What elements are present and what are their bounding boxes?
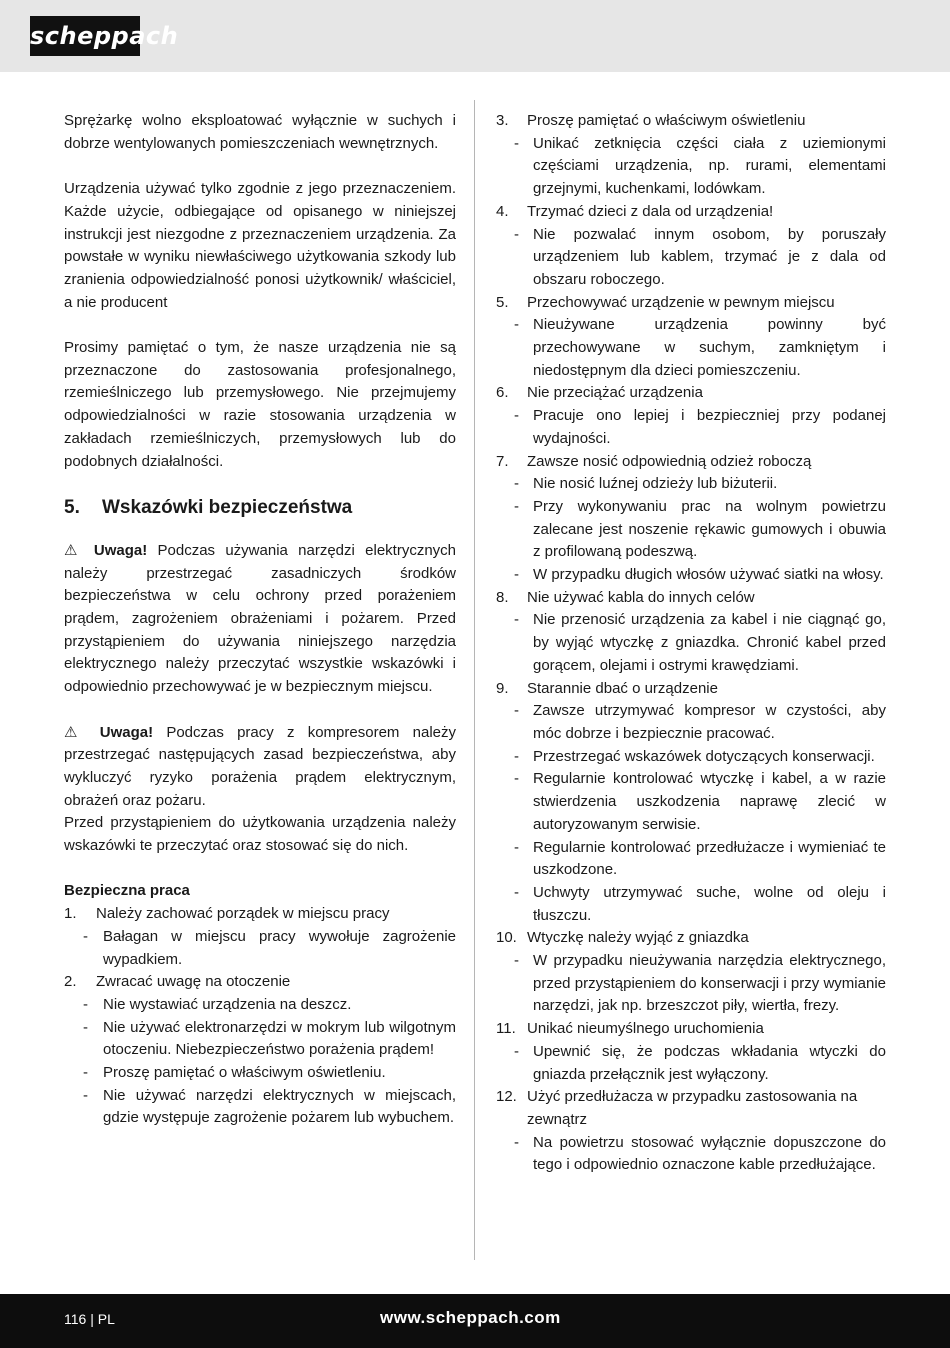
sub-item-text: W przypadku nieużywania narzędzia elektrycznego, przed przystąpieniem do konserwacji i przy wymianie narzędzi, jak np. brzeszczot piły, wiertła, frezy. bbox=[533, 952, 886, 1015]
dash-bullet: - bbox=[514, 770, 519, 788]
dash-bullet: - bbox=[514, 566, 519, 584]
sub-item bbox=[496, 746, 886, 769]
sub-item-text: Nieużywane urządzenia powinny być przechowywane w suchym, zamkniętym i niedostępnym dla dzieci pomieszczeniu. bbox=[533, 316, 886, 379]
sub-item bbox=[64, 994, 456, 1017]
warning-text-2: Podczas pracy z kompresorem należy przestrzegać następujących zasad bezpieczeństwa, aby wykluczyć ryzyko porażenia prądem elektrycznym, obrażeń oraz pożaru. bbox=[64, 723, 456, 809]
item-title: Starannie dbać o urządzenie bbox=[527, 679, 718, 697]
item-title: Nie używać kabla do innych celów bbox=[527, 588, 755, 606]
dash-bullet: - bbox=[83, 1086, 88, 1104]
sub-item bbox=[64, 926, 456, 971]
sub-item bbox=[64, 1085, 456, 1130]
item-number: 6. bbox=[496, 384, 509, 402]
dash-bullet: - bbox=[514, 497, 519, 515]
footer-bar bbox=[0, 1294, 950, 1348]
warning-icon: ⚠ bbox=[64, 541, 84, 559]
dash-bullet: - bbox=[514, 407, 519, 425]
list-item bbox=[496, 292, 886, 315]
dash-bullet: - bbox=[514, 747, 519, 765]
sub-item-text: Przestrzegać wskazówek dotyczących konserwacji. bbox=[533, 747, 875, 765]
warning-text-1: Podczas używania narzędzi elektrycznych należy przestrzegać zasadniczych środków bezpieczeństwa w celu ochrony przed porażeniem prądem, zagrożeniem obrażeniami i pożarem. Przed przystąpieniem do używania niniejszego narzędzia elektrycznego należy przeczytać wszystkie wskazówki i odpowiednio przechowywać je w bezpiecznym miejscu. bbox=[64, 541, 457, 696]
item-number: 10. bbox=[496, 929, 517, 947]
list-item bbox=[496, 587, 886, 610]
section-number: 5. bbox=[64, 496, 80, 518]
warning-paragraph-2 bbox=[64, 722, 456, 813]
section-heading bbox=[64, 496, 456, 520]
item-number: 8. bbox=[496, 588, 509, 606]
sub-item bbox=[496, 950, 886, 1018]
item-title: Przechowywać urządzenie w pewnym miejscu bbox=[527, 293, 835, 311]
dash-bullet: - bbox=[514, 225, 519, 243]
sub-item-text: Proszę pamiętać o właściwym oświetleniu. bbox=[103, 1064, 386, 1082]
warning-paragraph-1 bbox=[64, 540, 456, 699]
sub-item bbox=[64, 1017, 456, 1062]
left-safety-list bbox=[64, 903, 456, 1130]
sub-item-text: Zawsze utrzymywać kompresor w czystości, aby móc dobrze i bezpiecznie pracować. bbox=[533, 702, 886, 742]
sub-item bbox=[496, 564, 886, 587]
list-item bbox=[496, 1018, 886, 1041]
item-number: 7. bbox=[496, 452, 509, 470]
item-number: 11. bbox=[496, 1020, 516, 1038]
page-number: 116 | PL bbox=[64, 1311, 115, 1327]
sub-item bbox=[496, 1041, 886, 1086]
sub-item-text: Uchwyty utrzymywać suche, wolne od oleju i tłuszczu. bbox=[533, 883, 886, 924]
dash-bullet: - bbox=[514, 702, 519, 720]
item-number: 3. bbox=[496, 112, 509, 129]
list-item bbox=[496, 678, 886, 701]
sub-item bbox=[496, 133, 886, 201]
sub-item bbox=[496, 224, 886, 292]
sub-item-text: Unikać zetknięcia części ciała z uziemionymi częściami urządzenia, np. rurami, elementami grzejnymi, kuchenkami, lodówkam. bbox=[533, 134, 886, 198]
item-number: 12. bbox=[496, 1088, 517, 1106]
sub-item-text: Nie używać elektronarzędzi w mokrym lub wilgotnym otoczeniu. Niebezpieczeństwo porażenia prądem! bbox=[103, 1018, 456, 1059]
paragraph-usage-environment: Sprężarkę wolno eksploatować wyłącznie w suchych i dobrze wentylowanych pomieszczeniach wewnętrznych. bbox=[64, 112, 456, 152]
dash-bullet: - bbox=[83, 1018, 88, 1036]
list-item bbox=[496, 201, 886, 224]
warning-label: Uwaga! bbox=[93, 541, 148, 559]
dash-bullet: - bbox=[514, 952, 519, 970]
dash-bullet: - bbox=[514, 883, 519, 901]
sub-item-text: Regularnie kontrolować wtyczkę i kabel, a w razie stwierdzenia uszkodzenia naprawę zlecić w autoryzowanym serwisie. bbox=[533, 770, 886, 833]
paragraph-intended-use: Urządzenia używać tylko zgodnie z jego przeznaczeniem. Każde użycie, odbiegające od opisanego w niniejszej instrukcji jest niezgodne z przeznaczeniem urządzenia. Za powstałe w wyniku niewłaściwego użytkowania szkody lub zranienia odpowiedzialność ponosi użytkownik/ właściciel, a nie producent bbox=[64, 180, 456, 311]
warning-icon: ⚠ bbox=[64, 723, 87, 741]
right-column bbox=[496, 110, 886, 1177]
item-title: Proszę pamiętać o właściwym oświetleniu bbox=[527, 112, 806, 129]
sub-item-text: Nie przenosić urządzenia za kabel i nie ciągnąć go, by wyjąć wtyczkę z gniazdka. Chronić kabel przed gorącem, olejami i ostrymi krawędziami. bbox=[533, 611, 886, 674]
sub-item-text: Nie używać narzędzi elektrycznych w miejscach, gdzie występuje zagrożenie pożarem lub wybuchem. bbox=[103, 1086, 456, 1127]
item-number: 2. bbox=[64, 973, 77, 991]
column-divider bbox=[474, 100, 475, 1260]
sub-item bbox=[496, 405, 886, 450]
sub-item bbox=[496, 1132, 886, 1177]
list-item bbox=[64, 903, 456, 926]
list-item bbox=[64, 971, 456, 994]
item-title: Zawsze nosić odpowiednią odzież roboczą bbox=[527, 452, 812, 470]
paragraph-read-instructions: Przed przystąpieniem do użytkowania urządzenia należy wskazówki te przeczytać oraz stosować się do nich. bbox=[64, 814, 456, 855]
dash-bullet: - bbox=[83, 995, 88, 1013]
sub-item bbox=[496, 314, 886, 382]
sub-item-text: Upewnić się, że podczas wkładania wtyczki do gniazda przełącznik jest wyłączony. bbox=[533, 1042, 886, 1083]
list-item bbox=[496, 382, 886, 405]
sub-item-text: Nie pozwalać innym osobom, by poruszały urządzeniem lub kablem, trzymać je z dala od obszaru roboczego. bbox=[533, 225, 886, 288]
item-title: Użyć przedłużacza w przypadku zastosowania na zewnątrz bbox=[527, 1088, 858, 1128]
sub-item bbox=[496, 700, 886, 745]
sub-item bbox=[496, 768, 886, 836]
dash-bullet: - bbox=[514, 475, 519, 493]
item-number: 4. bbox=[496, 202, 509, 220]
paragraph-non-professional: Prosimy pamiętać o tym, że nasze urządzenia nie są przeznaczone do zastosowania profesjonalnego, rzemieślniczego lub przemysłowego. Nie przejmujemy odpowiedzialności w razie stosowania urządzenia w zakładach rzemieślniczych, przemysłowych lub do podobnych działalności. bbox=[64, 339, 456, 470]
sub-item-text: Regularnie kontrolować przedłużacze i wymieniać te uszkodzone. bbox=[533, 838, 886, 879]
item-title: Nie przeciążać urządzenia bbox=[527, 384, 703, 402]
list-item bbox=[496, 110, 886, 133]
left-column bbox=[64, 110, 456, 1130]
sub-item-text: Przy wykonywaniu prac na wolnym powietrzu zalecane jest noszenie rękawic gumowych i obuwia z profilowaną podeszwą. bbox=[533, 497, 886, 561]
item-title: Należy zachować porządek w miejscu pracy bbox=[96, 905, 390, 923]
dash-bullet: - bbox=[514, 1042, 519, 1060]
sub-item-text: Pracuje ono lepiej i bezpieczniej przy podanej wydajności. bbox=[533, 407, 886, 447]
dash-bullet: - bbox=[83, 927, 88, 945]
section-title: Wskazówki bezpieczeństwa bbox=[102, 496, 353, 518]
sub-item bbox=[64, 1062, 456, 1085]
item-number: 1. bbox=[64, 905, 77, 923]
right-safety-list bbox=[496, 110, 886, 1177]
sub-item bbox=[496, 473, 886, 496]
item-number: 9. bbox=[496, 679, 509, 697]
sub-item-text: W przypadku długich włosów używać siatki na włosy. bbox=[533, 566, 884, 584]
sub-item bbox=[496, 609, 886, 677]
sub-item bbox=[496, 496, 886, 564]
list-item bbox=[496, 927, 886, 950]
sub-item-text: Na powietrzu stosować wyłącznie dopuszczone do tego i odpowiednio oznaczone kable przedłużające. bbox=[533, 1133, 886, 1174]
sub-item-text: Bałagan w miejscu pracy wywołuje zagrożenie wypadkiem. bbox=[103, 927, 456, 968]
subheading-safe-work: Bezpieczna praca bbox=[64, 882, 190, 900]
item-title: Unikać nieumyślnego uruchomienia bbox=[527, 1020, 764, 1038]
list-item bbox=[496, 1086, 886, 1131]
brand-logo: scheppach bbox=[30, 16, 140, 56]
warning-label: Uwaga! bbox=[99, 723, 154, 741]
item-title: Zwracać uwagę na otoczenie bbox=[96, 973, 291, 991]
header-bar bbox=[0, 0, 950, 72]
list-item bbox=[496, 451, 886, 474]
sub-item-text: Nie wystawiać urządzenia na deszcz. bbox=[103, 995, 352, 1013]
sub-item bbox=[496, 882, 886, 927]
item-number: 5. bbox=[496, 293, 509, 311]
sub-item-text: Nie nosić luźnej odzieży lub biżuterii. bbox=[533, 475, 778, 493]
item-title: Wtyczkę należy wyjąć z gniazdka bbox=[527, 929, 749, 947]
dash-bullet: - bbox=[514, 838, 519, 856]
item-title: Trzymać dzieci z dala od urządzenia! bbox=[527, 202, 774, 220]
website-url: www.scheppach.com bbox=[380, 1308, 561, 1327]
sub-item bbox=[496, 837, 886, 882]
dash-bullet: - bbox=[514, 611, 519, 629]
dash-bullet: - bbox=[514, 134, 519, 152]
dash-bullet: - bbox=[514, 316, 519, 334]
dash-bullet: - bbox=[83, 1064, 88, 1082]
dash-bullet: - bbox=[514, 1133, 519, 1151]
